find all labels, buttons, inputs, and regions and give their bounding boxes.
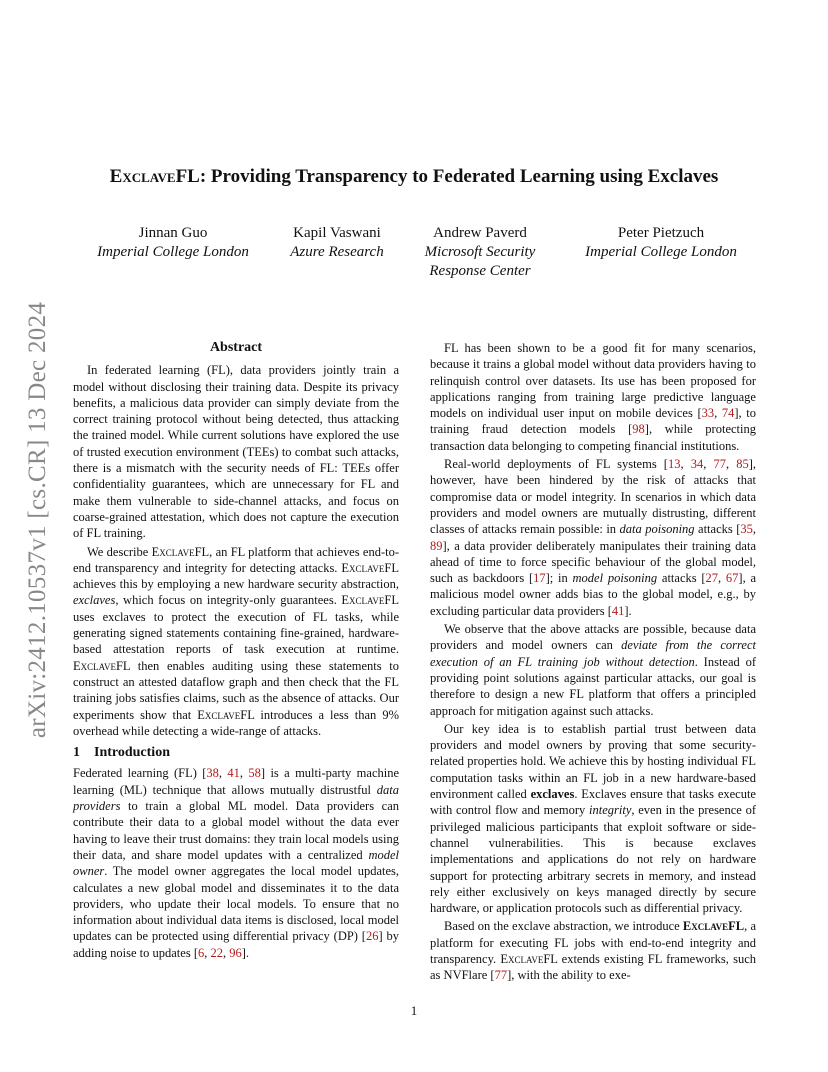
emphasis-text: model poisoning xyxy=(572,571,658,586)
citation-link[interactable]: 77 xyxy=(494,968,508,983)
intro-paragraph: Federated learning (FL) [38, 41, 58] is a multi-party machine learning (ML) technique that allows mutually distrustful data providers to train a global ML model. Data providers can contribute their data to a global model without the data ever having to leave their trust domains: they train local models using their data, and share model updates with a centralized model owner. The model owner aggregates the local model updates, calculates a new global model and disseminates it to the data providers, who update their local models. To ensure that no information about individual data items is disclosed, local model updates can be protected using differential privacy (DP) [26] by adding noise to updates [6, 22, 96]. xyxy=(73,766,400,960)
title-text: : Providing Transparency to Federated Learning using Exclaves xyxy=(199,166,719,187)
system-name-text: Exclave xyxy=(151,544,195,559)
citation-link[interactable]: 74 xyxy=(721,406,735,421)
intro-paragraph: Real-world deployments of FL systems [13, 34, 77, 85], however, have been hindered by the risk of attacks that compromise data or model integrity. In scenarios in which data providers and model owners are mutually distrusting, different classes of attacks remain possible: in data poisoning attacks [35, 89], a data provider deliberately manipulates their training data ahead of time to force specific behaviour of the global model, such as backdoors [17]; in model poisoning attacks [27, 67], a malicious model owner adds bias to the global model, e.g., by excluding particular data providers [41]. xyxy=(430,457,757,618)
citation-link[interactable]: 22 xyxy=(210,945,223,960)
author-list xyxy=(78,224,756,286)
citation-link[interactable]: 96 xyxy=(229,945,242,960)
system-name-text: Exclave xyxy=(73,658,116,673)
citation-link[interactable]: 38 xyxy=(206,766,219,781)
emphasis-text: model owner xyxy=(73,847,399,879)
citation-link[interactable]: 34 xyxy=(690,457,704,472)
citation-link[interactable]: 41 xyxy=(611,603,625,618)
title-system-suffix: FL xyxy=(175,166,200,187)
paper-title xyxy=(70,166,758,188)
intro-paragraph: Based on the exclave abstraction, we introduce ExclaveFL, a platform for executing FL jobs with end-to-end integrity and transparency. ExclaveFL extends existing FL frameworks, such as NVFlare [77], with the ability to exe- xyxy=(430,919,757,983)
system-name-text: Exclave xyxy=(341,560,385,575)
emphasis-text: integrity xyxy=(589,803,632,818)
author-name: Andrew Paverd xyxy=(433,225,527,241)
abstract-paragraph: We describe ExclaveFL, an FL platform that achieves end-to-end transparency and integrity for detecting attacks. ExclaveFL achieves this by employing a new hardware security abstraction, exclaves, which focus on integrity-only guarantees. ExclaveFL uses exclaves to protect the execution of FL tasks, while generating signed statements containing fine-grained, hardware-based attestation reports of task execution at runtime. ExclaveFL then enables auditing using these statements to construct an attested dataflow graph and then check that the FL training jobs satisfies claims, such as the absence of attacks. Our experiments show that ExclaveFL introduces a less than 9% overhead while detecting a wide-range of attacks. xyxy=(73,544,399,738)
system-name-text: Exclave xyxy=(682,919,729,934)
emphasis-text: data providers xyxy=(73,782,399,814)
right-column xyxy=(430,340,756,984)
author-name: Kapil Vaswani xyxy=(293,225,381,241)
citation-link[interactable]: 58 xyxy=(248,766,261,781)
citation-link[interactable]: 41 xyxy=(227,766,240,781)
section-number: 1 xyxy=(73,745,80,761)
author-block xyxy=(566,224,756,262)
intro-paragraph: We observe that the above attacks are possible, because data providers and model owners can deviate from the correct execution of an FL training job without detection. Instead of providing point solutions against particular attacks, our goal is therefore to design a new FL platform that offers a principled approach for mitigation against such attacks. xyxy=(430,622,756,718)
citation-link[interactable]: 13 xyxy=(667,457,681,472)
author-name: Peter Pietzuch xyxy=(617,225,705,241)
citation-link[interactable]: 77 xyxy=(713,457,726,472)
abstract-paragraph: In federated learning (FL), data providers jointly train a model without disclosing their training data. Despite its privacy benefits, a malicious data provider can simply deviate from the correct training protocol without being detected, thus attacking the trained model. While current solutions have explored the use of trusted execution environment (TEEs) to combat such attacks, there is a mismatch with the security needs of FL: TEEs offer confidentiality guarantees, which are unnecessary for FL and make them vulnerable to side-channel attacks, and focus on coarse-grained attestation, which does not capture the execution of FL training. xyxy=(73,363,399,541)
abstract-heading: Abstract xyxy=(209,340,263,355)
author-affiliation: Azure Research xyxy=(290,244,384,260)
author-affiliation: Microsoft Security xyxy=(424,244,536,260)
system-name-text: Exclave xyxy=(341,593,385,608)
emphasis-text: exclaves xyxy=(73,593,116,608)
author-block xyxy=(272,224,402,262)
arxiv-id-text: arXiv:2412.10537v1 [cs.CR] 13 Dec 2024 xyxy=(24,301,51,739)
citation-link[interactable]: 26 xyxy=(365,929,379,944)
left-column xyxy=(73,340,399,961)
bold-text: exclaves xyxy=(530,787,575,802)
bold-text: FL xyxy=(728,919,745,934)
emphasis-text: deviate from the correct execution of an FL training job without detection xyxy=(430,638,756,669)
system-name-text: Exclave xyxy=(197,707,241,722)
page-number: 1 xyxy=(410,1003,418,1018)
citation-link[interactable]: 27 xyxy=(705,571,719,586)
intro-paragraph: Our key idea is to establish partial trust between data providers and model owners by proving that some security-related properties hold. We achieve this by hosting individual FL computation tasks within an FL job in a new hardware-based environment called exclaves. Exclaves ensure that tasks execute with control flow and memory integrity, even in the presence of privileged malicious participants that exploit software or side-channel vulnerabilities. This is because exclaves implementations and applications do not rely on hardware support for protecting arbitrary secrets in memory, and instead rely either exclusively on keys managed directly by secure hardware, or application protocols such as differential privacy. xyxy=(430,721,756,916)
system-name-text: Exclave xyxy=(500,951,544,966)
citation-link[interactable]: 6 xyxy=(197,945,205,960)
title-system-name: Exclave xyxy=(109,166,176,187)
author-affiliation: Imperial College London xyxy=(97,244,249,260)
intro-paragraph: FL has been shown to be a good fit for many scenarios, because it trains a global model without data providers having to relinquish control over datasets. Its use has been proposed for applications ranging from training large predictive language models on individual user input on mobile devices [33, 74], to training fraud detection models [98], while protecting transaction data belonging to competing financial institutions. xyxy=(430,341,757,453)
citation-link[interactable]: 67 xyxy=(725,571,739,586)
citation-link[interactable]: 89 xyxy=(430,538,443,553)
citation-link[interactable]: 17 xyxy=(533,571,546,586)
author-block xyxy=(410,224,550,281)
author-block xyxy=(78,224,268,262)
section-title: Introduction xyxy=(94,745,170,761)
arxiv-identifier-sidebar xyxy=(14,280,62,760)
citation-link[interactable]: 98 xyxy=(632,422,645,437)
citation-link[interactable]: 85 xyxy=(736,457,749,472)
author-affiliation: Imperial College London xyxy=(585,244,737,260)
citation-link[interactable]: 33 xyxy=(701,406,715,421)
author-affiliation: Response Center xyxy=(429,263,531,279)
section-heading xyxy=(73,745,399,761)
emphasis-text: data poisoning xyxy=(619,522,695,537)
citation-link[interactable]: 35 xyxy=(740,522,753,537)
author-name: Jinnan Guo xyxy=(138,225,208,241)
